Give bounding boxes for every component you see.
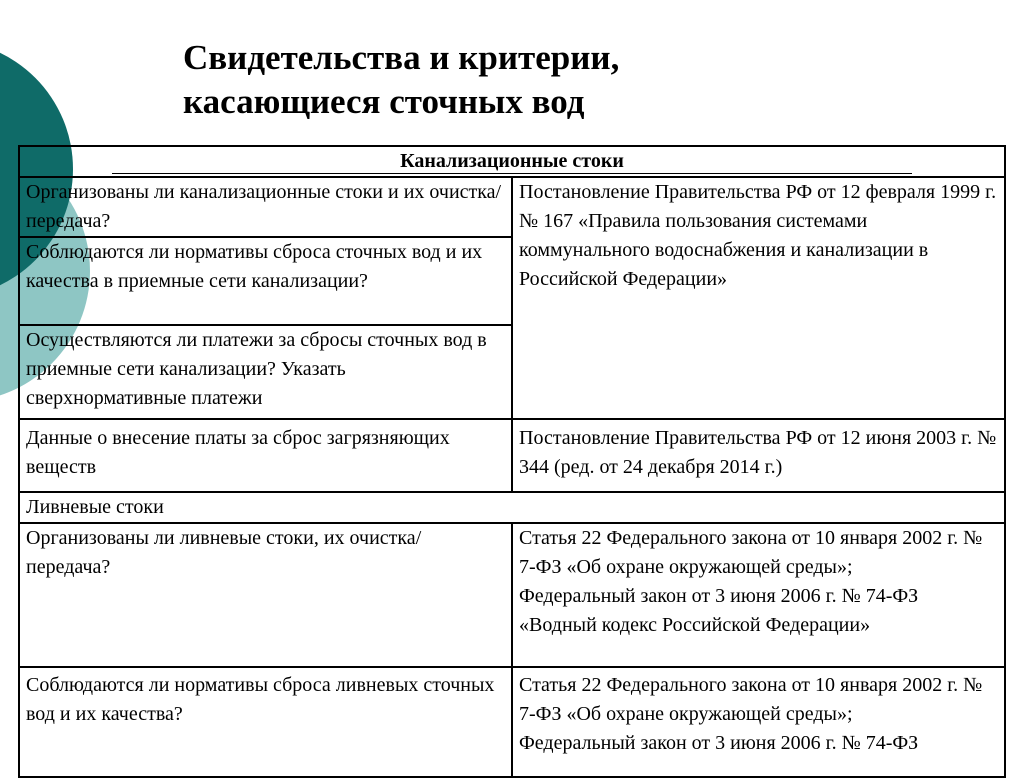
section-header-sewer: Канализационные стоки <box>19 146 1005 177</box>
reference-cell: Статья 22 Федерального закона от 10 января 2002 г. № 7-ФЗ «Об охране окружающей среды»; Федеральный закон от 3 июня 2006 г. № 74-ФЗ <box>512 667 1005 777</box>
table-row <box>19 667 1005 777</box>
title-line-2: касающиеся сточных вод <box>183 82 585 121</box>
reference-cell: Статья 22 Федерального закона от 10 января 2002 г. № 7-ФЗ «Об охране окружающей среды»; Федеральный закон от 3 июня 2006 г. № 74-ФЗ «Водный кодекс Российской Федерации» <box>512 523 1005 667</box>
question-cell: Организованы ли канализационные стоки и их очистка/передача? <box>19 177 512 237</box>
reference-cell: Постановление Правительства РФ от 12 февраля 1999 г. № 167 «Правила пользования системами коммунального водоснабжения и канализации в Российской Федерации» <box>512 177 1005 419</box>
criteria-table <box>18 145 1006 778</box>
question-cell: Организованы ли ливневые стоки, их очистка/передача? <box>19 523 512 667</box>
section-header-storm: Ливневые стоки <box>19 492 1005 523</box>
table-row <box>19 523 1005 667</box>
question-cell: Соблюдаются ли нормативы сброса ливневых сточных вод и их качества? <box>19 667 512 777</box>
question-cell: Соблюдаются ли нормативы сброса сточных вод и их качества в приемные сети канализации? <box>19 237 512 325</box>
section-row <box>19 492 1005 523</box>
reference-cell: Постановление Правительства РФ от 12 июня 2003 г. № 344 (ред. от 24 декабря 2014 г.) <box>512 419 1005 492</box>
question-cell: Осуществляются ли платежи за сбросы сточных вод в приемные сети канализации? Указать сверхнормативные платежи <box>19 325 512 419</box>
question-cell: Данные о внесение платы за сброс загрязняющих веществ <box>19 419 512 492</box>
slide-title <box>183 36 619 124</box>
title-line-1: Свидетельства и критерии, <box>183 38 620 77</box>
section-header-row <box>19 146 1005 177</box>
table-row <box>19 177 1005 237</box>
table-row <box>19 419 1005 492</box>
